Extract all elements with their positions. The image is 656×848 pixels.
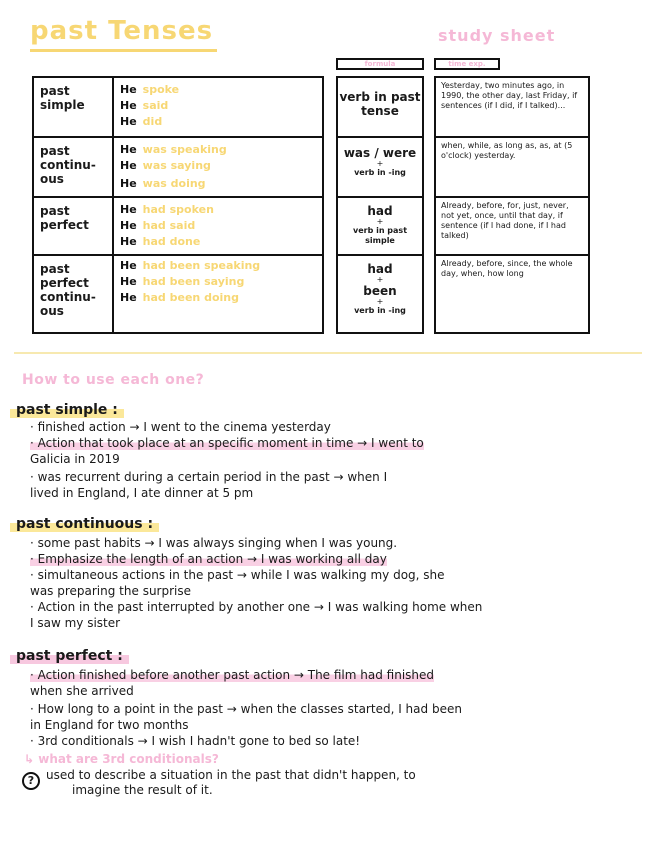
list-item: · Action that took place at an specific moment in time → I went to bbox=[30, 436, 424, 450]
time-table bbox=[434, 76, 590, 334]
list-item: · 3rd conditionals → I wish I hadn't gone to bed so late! bbox=[30, 734, 361, 748]
list-item: · was recurrent during a certain period in the past → when I bbox=[30, 470, 388, 484]
divider bbox=[14, 352, 642, 354]
section-title-past-simple: past simple : bbox=[10, 402, 124, 418]
example: He did bbox=[120, 115, 163, 128]
section-title-past-continuous: past continuous : bbox=[10, 516, 159, 532]
usage-heading: How to use each one? bbox=[22, 372, 205, 388]
list-item: · Action finished before another past action → The film had finished bbox=[30, 668, 435, 682]
time-cell: when, while, as long as, as, at (5 o'clock) yesterday. bbox=[436, 136, 588, 198]
formula-text: had bbox=[367, 204, 393, 218]
list-item: · finished action → I went to the cinema yesterday bbox=[30, 420, 331, 434]
answer-line: used to describe a situation in the past that didn't happen, to bbox=[46, 768, 416, 782]
example: He was doing bbox=[120, 177, 206, 190]
tense-table bbox=[32, 76, 324, 334]
answer-line: imagine the result of it. bbox=[72, 783, 213, 797]
formula-cell bbox=[338, 136, 422, 198]
page-title: past Tenses bbox=[30, 16, 217, 52]
tense-label: past perfect continu-ous bbox=[34, 256, 114, 334]
list-item: lived in England, I ate dinner at 5 pm bbox=[30, 486, 254, 500]
example: He said bbox=[120, 99, 169, 112]
list-item: · Action in the past interrupted by another one → I was walking home when bbox=[30, 600, 483, 614]
section-title-past-perfect: past perfect : bbox=[10, 648, 129, 664]
list-item: · simultaneous actions in the past → while I was walking my dog, she bbox=[30, 568, 445, 582]
formula-sub: verb in -ing bbox=[354, 306, 406, 315]
example: He had been doing bbox=[120, 291, 239, 304]
list-item: · How long to a point in the past → when the classes started, I had been bbox=[30, 702, 462, 716]
formula-sub: verb in -ing bbox=[354, 168, 406, 177]
time-cell: Already, before, for, just, never, not yet, once, until that day, if sentence (if I had done, if I had talked) bbox=[436, 196, 588, 256]
list-item: was preparing the surprise bbox=[30, 584, 191, 598]
list-item: Galicia in 2019 bbox=[30, 452, 120, 466]
time-cell: Already, before, since, the whole day, when, how long bbox=[436, 254, 588, 334]
formula-cell bbox=[338, 196, 422, 256]
table-row bbox=[34, 78, 322, 138]
formula-plus: + bbox=[376, 275, 384, 284]
example: He was speaking bbox=[120, 143, 227, 156]
sheet-label: study sheet bbox=[438, 26, 556, 45]
table-row bbox=[34, 196, 322, 256]
time-header: time exp. bbox=[434, 58, 500, 70]
example: He had said bbox=[120, 219, 196, 232]
list-item: · Emphasize the length of an action → I was working all day bbox=[30, 552, 387, 566]
example: He was saying bbox=[120, 159, 211, 172]
tense-label: past continu-ous bbox=[34, 138, 114, 198]
formula-plus: + bbox=[376, 217, 384, 226]
formula-text: verb in past tense bbox=[339, 90, 421, 118]
list-item: in England for two months bbox=[30, 718, 189, 732]
formula-header: formula bbox=[336, 58, 424, 70]
question: ↳ what are 3rd conditionals? bbox=[24, 752, 219, 766]
table-row bbox=[34, 136, 322, 198]
formula-cell bbox=[338, 254, 422, 334]
formula-text: had bbox=[367, 262, 393, 276]
formula-table bbox=[336, 76, 424, 334]
table-row bbox=[34, 254, 322, 334]
list-item: · some past habits → I was always singing when I was young. bbox=[30, 536, 398, 550]
example: He had been speaking bbox=[120, 259, 261, 272]
example: He had done bbox=[120, 235, 201, 248]
list-item: when she arrived bbox=[30, 684, 134, 698]
answer-text bbox=[46, 768, 606, 798]
tense-label: past simple bbox=[34, 78, 114, 138]
formula-text: been bbox=[363, 284, 397, 298]
example: He had spoken bbox=[120, 203, 214, 216]
formula-sub: verb in past simple bbox=[352, 226, 408, 245]
time-cell: Yesterday, two minutes ago, in 1990, the other day, last Friday, if sentences (if I did, if I talked)... bbox=[441, 81, 578, 110]
list-item: I saw my sister bbox=[30, 616, 121, 630]
example: He had been saying bbox=[120, 275, 245, 288]
question-mark-icon: ? bbox=[22, 772, 40, 790]
formula-plus: + bbox=[376, 297, 384, 306]
formula-cell bbox=[338, 78, 422, 138]
formula-text: was / were bbox=[343, 146, 417, 160]
example: He spoke bbox=[120, 83, 180, 96]
tense-label: past perfect bbox=[34, 198, 114, 256]
formula-plus: + bbox=[376, 159, 384, 168]
